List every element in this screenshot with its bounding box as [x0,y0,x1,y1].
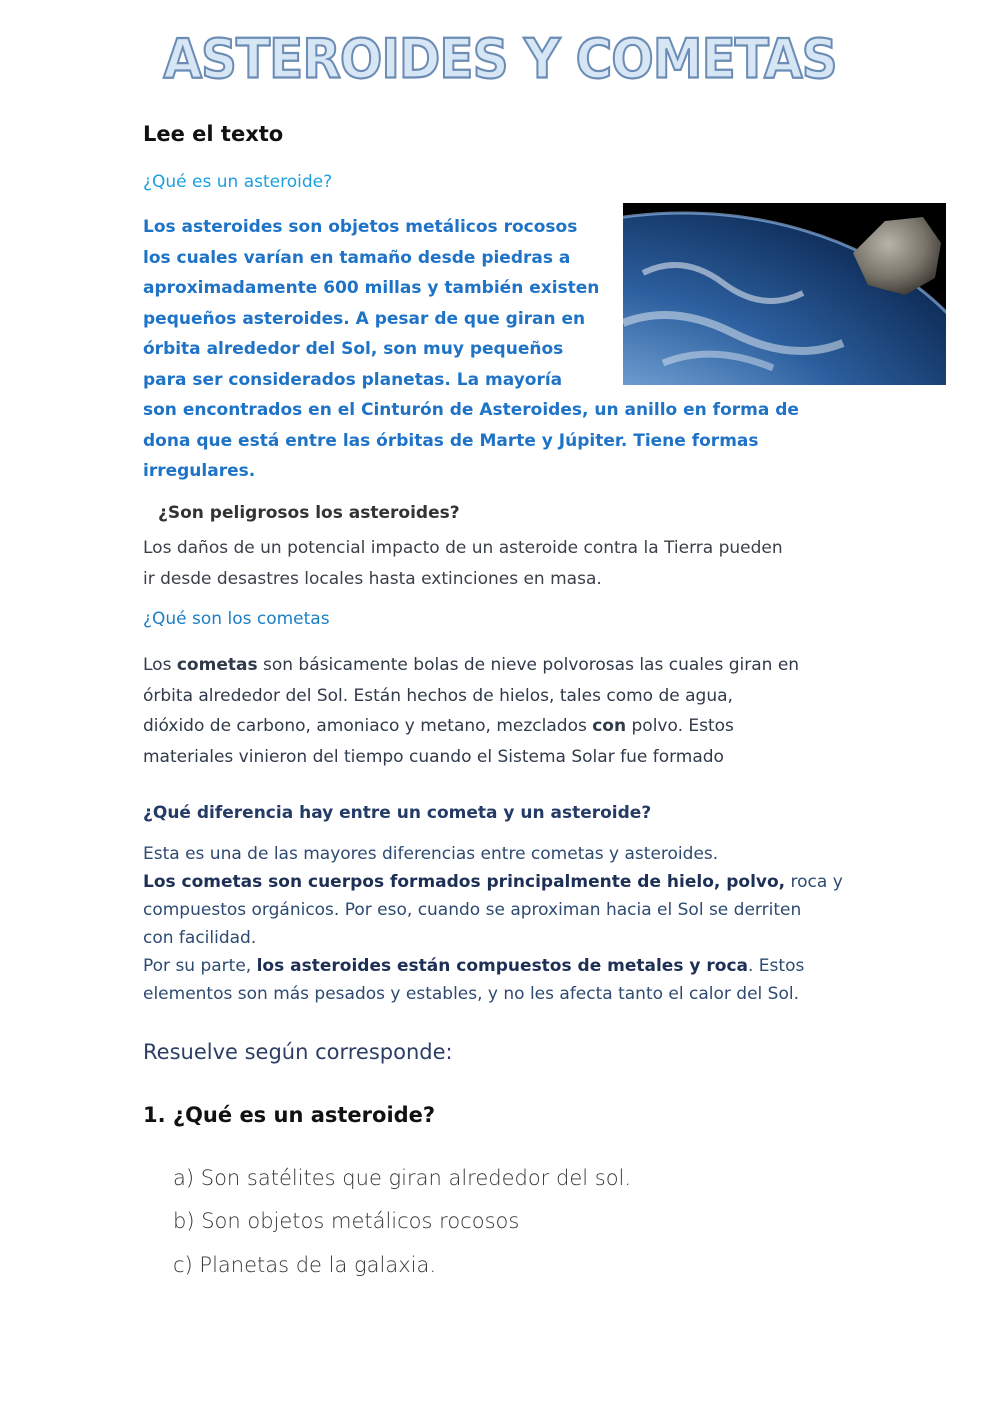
text-line: materiales vinieron del tiempo cuando el Sistema Solar fue formado [143,746,724,767]
text-line: Los daños de un potencial impacto de un asteroide contra la Tierra pueden [143,538,783,558]
difference-text [143,840,873,1008]
quiz-question-1: 1. ¿Qué es un asteroide? [143,1103,436,1127]
answer-option-c[interactable]: c) Planetas de la galaxia. [173,1253,437,1277]
difference-question-heading: ¿Qué diferencia hay entre un cometa y un asteroide? [143,803,652,823]
text-line: los cuales varían en tamaño desde piedras a [143,247,571,268]
text-line: dióxido de carbono, amoniaco y metano, mezclados con polvo. Estos [143,716,734,736]
text-line: pequeños asteroides. A pesar de que giran en [143,308,586,329]
answer-option-a[interactable]: a) Son satélites que giran alrededor del sol. [173,1166,632,1190]
text-line: con facilidad. [143,928,257,948]
page-title: ASTEROIDES Y COMETAS [163,27,837,91]
text-line: Los cometas son básicamente bolas de nieve polvorosas las cuales giran en [143,655,800,675]
text-line: Esta es una de las mayores diferencias entre cometas y asteroides. [143,844,719,864]
text-line: Por su parte, los asteroides están compuestos de metales y roca. Estos [143,956,805,976]
comets-question-heading: ¿Qué son los cometas [143,609,330,629]
text-line: para ser considerados planetas. La mayoría [143,369,563,390]
dangerous-question-heading: ¿Son peligrosos los asteroides? [158,503,460,523]
asteroid-question-heading: ¿Qué es un asteroide? [143,172,333,192]
answer-option-b[interactable]: b) Son objetos metálicos rocosos [173,1209,520,1233]
text-line: dona que está entre las órbitas de Marte y Júpiter. Tiene formas [143,430,759,451]
comets-text [143,650,863,772]
dangerous-text [143,533,863,594]
text-line: irregulares. [143,461,256,481]
text-line: Los cometas son cuerpos formados principalmente de hielo, polvo, roca y [143,872,843,892]
text-line: ir desde desastres locales hasta extinciones en masa. [143,568,602,589]
text-line: elementos son más pesados y estables, y no les afecta tanto el calor del Sol. [143,984,799,1004]
section-heading: Lee el texto [143,122,284,146]
asteroid-definition-text [143,212,823,487]
text-line: órbita alrededor del Sol, son muy pequeños [143,339,564,359]
text-line: son encontrados en el Cinturón de Asteroides, un anillo en forma de [143,400,799,420]
text-line: aproximadamente 600 millas y también existen [143,278,600,298]
text-line: Los asteroides son objetos metálicos rocosos [143,217,578,237]
text-line: órbita alrededor del Sol. Están hechos de hielos, tales como de agua, [143,685,733,706]
text-line: compuestos orgánicos. Por eso, cuando se aproximan hacia el Sol se derriten [143,900,802,920]
instructions-heading: Resuelve según corresponde: [143,1040,453,1064]
